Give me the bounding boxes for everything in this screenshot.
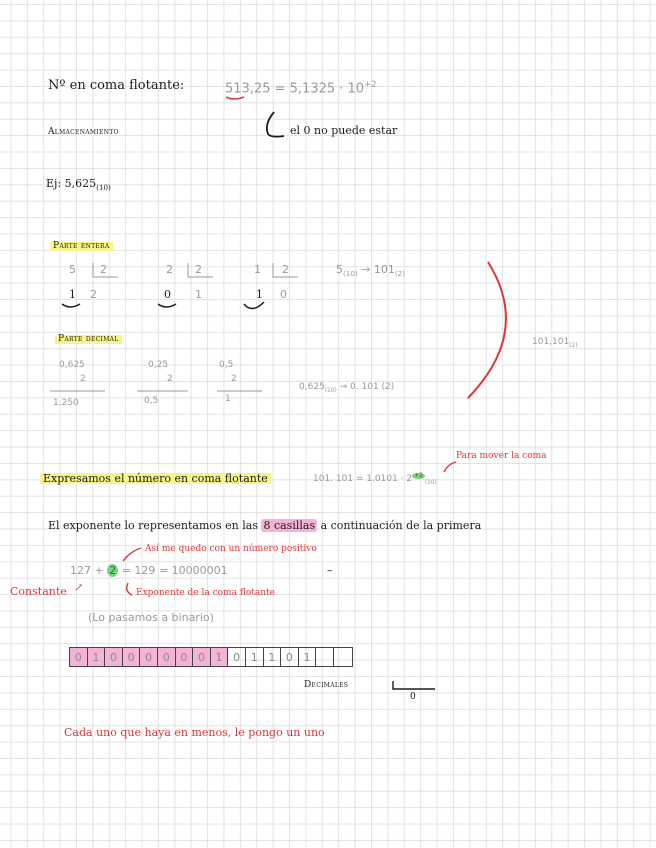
division-2-dividend: 2 [166, 263, 173, 276]
float-exponent-label: Exponente de la coma flotante [136, 588, 275, 598]
decimal-result: $0,625_{(10)} \to 0$. 101 (2) [299, 382, 395, 394]
bit-cell: 1 [88, 648, 106, 666]
mult-2-result: 0,5 [144, 396, 159, 406]
bit-cell: 0 [70, 648, 88, 666]
float-title: Nº en coma flotante: [48, 78, 185, 93]
division-2-quotient: 1 [195, 288, 202, 301]
division-1-divisor: 2 [100, 263, 107, 276]
bit-cell: 0 [193, 648, 211, 666]
mult-3-factor: 2 [231, 374, 237, 384]
bit-cell: 0 [228, 648, 246, 666]
bit-cell: 0 [123, 648, 141, 666]
bit-cell [334, 648, 352, 666]
exponent-sentence: El exponente lo representamos en las 8 casillas a continuación de la primera [48, 519, 482, 532]
bit-cell: 1 [246, 648, 264, 666]
bit-cell: 0 [176, 648, 194, 666]
decimals-zero: 0 [410, 692, 416, 702]
constant-arrow-icon: ↗ [74, 581, 84, 594]
integer-result: $5_{(10)} \to 101_{(2)}$ [336, 263, 406, 279]
mult-1-factor: 2 [80, 374, 86, 384]
division-1-remainder: 1 [69, 288, 76, 301]
float-expression-label: Expresamos el número en coma flotante [40, 473, 271, 484]
positive-number-annotation: Así me quedo con un número positivo [145, 544, 317, 554]
bit-cell: 1 [264, 648, 282, 666]
integer-part-heading: Parte entera [50, 242, 113, 251]
division-3-quotient: 0 [280, 288, 287, 301]
exponent-calculation: 127 + 2 = 129 = 10000001 [70, 564, 228, 577]
bit-cell: 0 [281, 648, 299, 666]
division-1-quotient: 2 [90, 288, 97, 301]
mult-3-result: 1 [225, 394, 231, 404]
bit-cell: 1 [299, 648, 317, 666]
mult-3-top: 0,5 [219, 360, 234, 370]
bit-cell [316, 648, 334, 666]
decimal-part-heading: Parte decimal [55, 335, 122, 344]
division-3-dividend: 1 [254, 263, 261, 276]
bit-cell: 0 [105, 648, 123, 666]
mult-2-factor: 2 [167, 374, 173, 384]
bit-cell: 1 [211, 648, 229, 666]
footer-note: Cada uno que haya en menos, le pongo un uno [64, 726, 325, 739]
storage-note: el 0 no puede estar [290, 124, 398, 137]
division-1-dividend: 5 [69, 263, 76, 276]
float-expression-value: 101. 101 = 1.0101 · 2 $^{+2}_{(10)}$ [313, 473, 437, 486]
division-3-remainder: 1 [256, 288, 263, 301]
combined-binary: $101,101_{(2)}$ [532, 337, 578, 349]
decimals-label: Decimales [304, 680, 349, 690]
mult-1-result: 1,250 [53, 398, 79, 408]
division-2-divisor: 2 [195, 263, 202, 276]
mult-1-top: 0,625 [59, 360, 85, 370]
division-3-divisor: 2 [282, 263, 289, 276]
move-comma-annotation: Para mover la coma [456, 451, 547, 461]
mult-2-top: 0,25 [148, 360, 169, 370]
bit-cells [69, 647, 353, 667]
bit-cell: 0 [158, 648, 176, 666]
division-2-remainder: 0 [164, 288, 171, 301]
bit-cell: 0 [140, 648, 158, 666]
binary-note: (Lo pasamos a binario) [88, 611, 214, 624]
float-example: $513,25 = 5,1325 \cdot 10^{+2}$ [225, 79, 377, 97]
exponent-dash: – [327, 564, 333, 577]
example-line: Ej: $5,625_{(10)}$ [46, 177, 111, 193]
storage-heading: Almacenamiento [48, 127, 119, 137]
constant-label: Constante [10, 585, 67, 598]
